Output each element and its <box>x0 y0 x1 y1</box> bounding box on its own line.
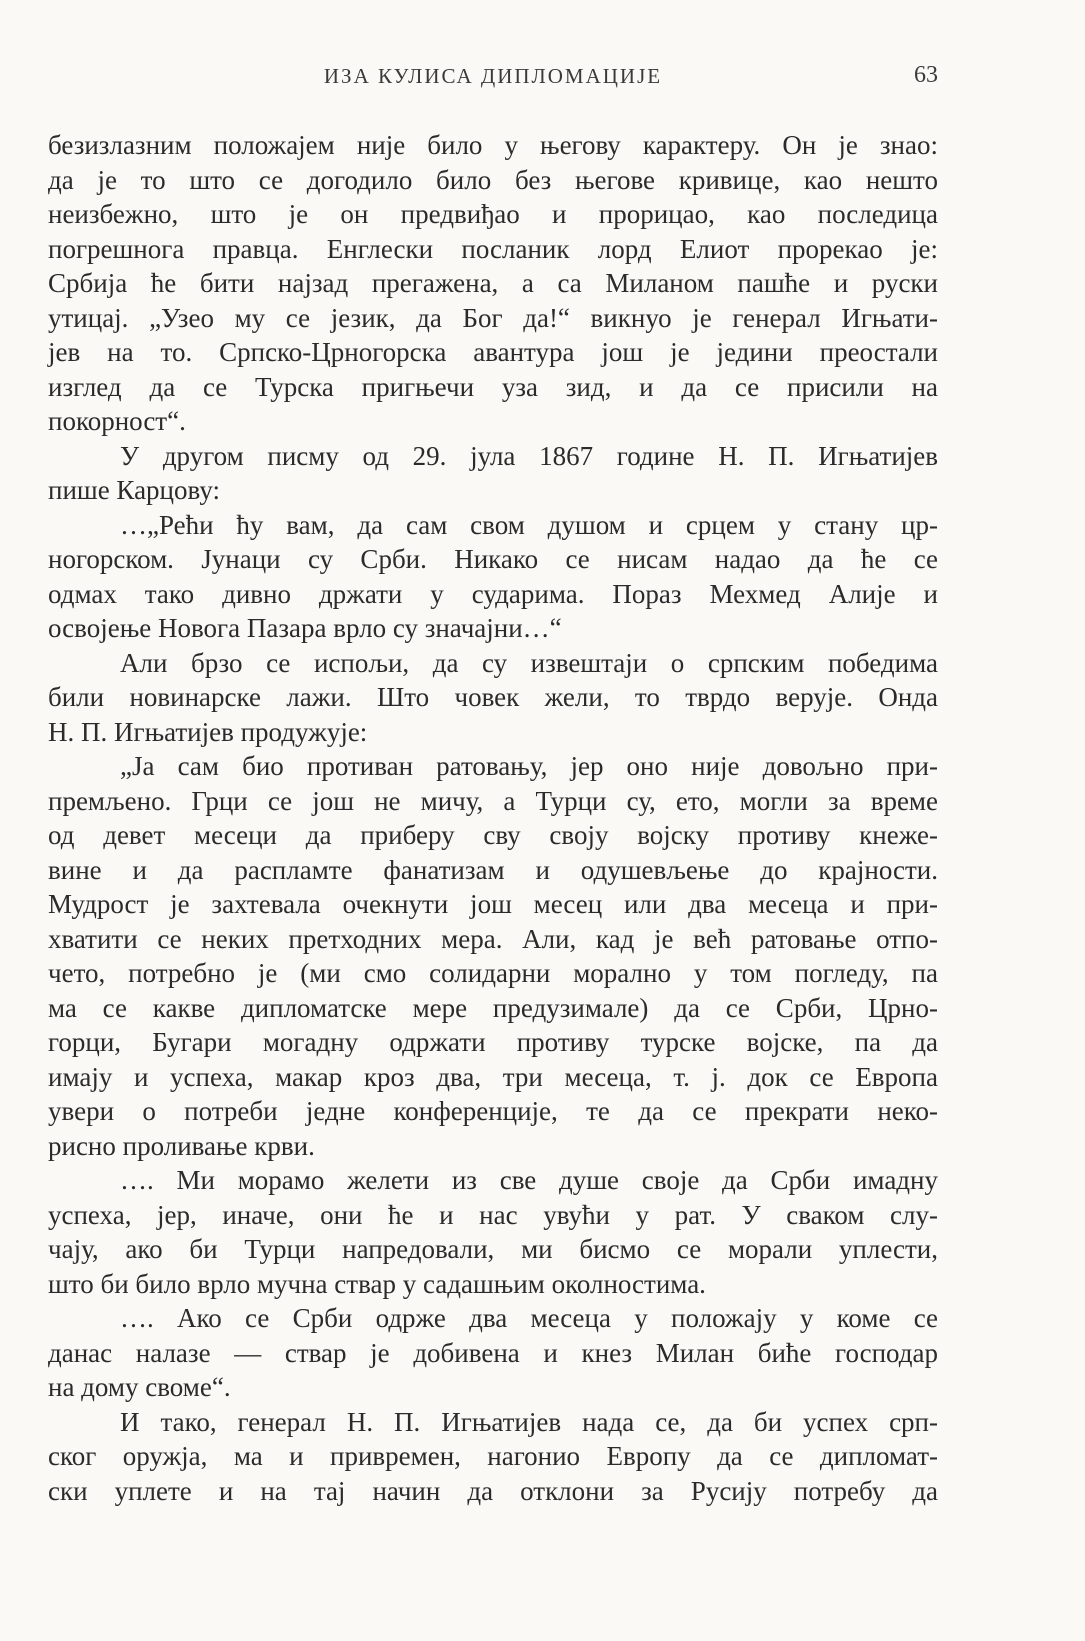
text-line: успеха, јер, иначе, они ће и нас увући у рат. У сваком слу- <box>48 1199 938 1230</box>
text-line: ногорском. Јунаци су Срби. Никако се нисам надао да ће се <box>48 544 938 574</box>
text-line: Србија ће бити најзад прегажена, а са Миланом пашће и руски <box>48 268 938 298</box>
text-line: данас налазе — ствар је добивена и кнез Милан биће господар <box>48 1337 938 1368</box>
running-title: ИЗА КУЛИСА ДИПЛОМАЦИЈЕ <box>323 64 663 88</box>
text-line: одмах тако дивно држати у сударима. Пораз Мехмед Алије и <box>48 578 938 609</box>
page-number: 63 <box>914 62 938 88</box>
text-line: увери о потреби једне конференције, те да се прекрати неко- <box>48 1096 938 1126</box>
text-line: Мудрост је захтевала очекнути још месец или два месеца и при- <box>48 889 938 919</box>
text-line: рисно проливање крви. <box>48 1130 315 1161</box>
text-line: да је то што се догодило било без његове кривице, као нешто <box>48 164 938 195</box>
text-line: …. Ако се Срби одрже два месеца у положају у коме се <box>120 1303 938 1333</box>
text-line: вине и да распламте фанатизам и одушевљење до крајности. <box>48 854 938 885</box>
text-line: …. Ми морамо желети из све душе своје да Срби имадну <box>120 1165 938 1195</box>
page-body-text <box>48 128 938 1508</box>
text-line: покорност“. <box>48 406 186 436</box>
text-line: Али брзо се испољи, да су извештаји о српским победима <box>120 647 938 678</box>
text-line: били новинарске лажи. Што човек жели, то тврдо верује. Онда <box>48 682 938 712</box>
text-line: на дому своме“. <box>48 1372 231 1402</box>
text-line: освојење Новога Пазара врло су значајни…“ <box>48 613 562 643</box>
text-line: ског оружја, ма и привремен, нагонио Европу да се дипломат- <box>48 1441 938 1471</box>
text-line: од девет месеци да приберу сву своју војску противу кнеже- <box>48 820 938 850</box>
running-header <box>48 64 938 94</box>
text-line: што би било врло мучна ствар у садашњим околностима. <box>48 1268 706 1299</box>
text-line: ма се какве дипломатске мере предузимале) да се Срби, Црно- <box>48 992 938 1023</box>
text-line: Н. П. Игњатијев продужује: <box>48 716 368 747</box>
text-line: У другом писму од 29. јула 1867 године Н. П. Игњатијев <box>120 440 938 471</box>
text-line: И тако, генерал Н. П. Игњатијев нада се, да би успех срп- <box>120 1406 938 1437</box>
text-line: хватити се неких претходних мера. Али, кад је већ ратовање отпо- <box>48 923 938 954</box>
text-line: имају и успеха, макар кроз два, три месеца, т. ј. док се Европа <box>48 1061 938 1092</box>
text-line: ски уплете и на тај начин да отклони за Русију потребу да <box>48 1475 938 1506</box>
text-line: изглед да се Турска пригњечи уза зид, и да се присили на <box>48 371 938 402</box>
text-line: неизбежно, што је он предвиђао и прорицао, као последица <box>48 199 938 229</box>
text-line: …„Рећи ћу вам, да сам свом душом и срцем у стану цр- <box>120 509 938 540</box>
text-line: горци, Бугари могадну одржати противу турске војске, па да <box>48 1027 938 1057</box>
text-line: премљено. Грци се још не мичу, а Турци су, ето, могли за време <box>48 785 938 816</box>
text-line: погрешнога правца. Енглески посланик лорд Елиот прорекао је: <box>48 233 938 264</box>
text-line: чају, ако би Турци напредовали, ми бисмо се морали уплести, <box>48 1234 938 1264</box>
text-line: чето, потребно је (ми смо солидарни морално у том погледу, па <box>48 958 938 988</box>
text-line: „Ја сам био противан ратовању, јер оно није довољно при- <box>120 751 938 781</box>
text-line: јев на то. Српско-Црногорска авантура још је једини преостали <box>48 337 938 367</box>
text-line: утицај. „Узео му се језик, да Бог да!“ викнуо је генерал Игњати- <box>48 302 938 333</box>
text-line: безизлазним положајем није било у његову карактеру. Он је знао: <box>48 130 938 160</box>
text-line: пише Карцову: <box>48 475 220 505</box>
